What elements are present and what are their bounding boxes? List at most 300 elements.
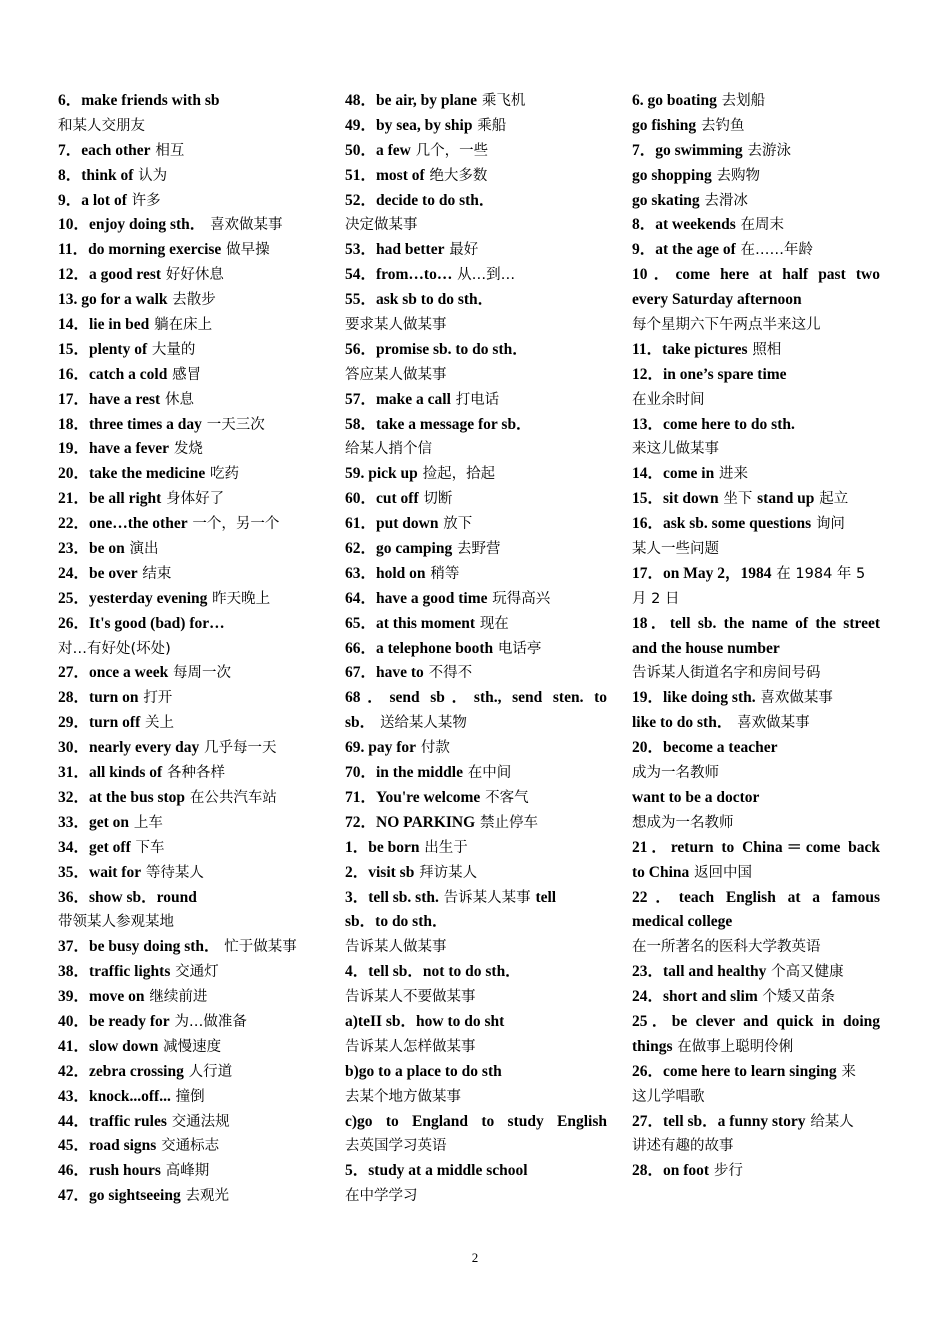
english-phrase: 45．road signs (58, 1137, 157, 1155)
english-phrase: 26．It's good (bad) for… (58, 614, 225, 632)
vocab-line (345, 362, 607, 387)
vocab-line (632, 735, 880, 760)
chinese-meaning: 付款 (420, 740, 450, 757)
chinese-meaning: 身体好了 (166, 491, 225, 508)
vocab-line (632, 909, 880, 934)
english-phrase: 43．knock...off... (58, 1087, 171, 1105)
vocab-line (58, 412, 320, 437)
vocab-line (632, 561, 880, 586)
chinese-meaning: 答应某人做某事 (345, 366, 447, 383)
chinese-meaning: 大量的 (151, 341, 196, 358)
vocab-line (58, 611, 320, 636)
chinese-meaning: 去钓鱼 (700, 117, 745, 134)
english-phrase: 14．lie in bed (58, 316, 150, 334)
chinese-meaning: 拜访某人 (419, 864, 478, 881)
vocab-line (58, 959, 320, 984)
chinese-meaning: 玩得高兴 (492, 590, 551, 607)
vocab-line (345, 212, 607, 237)
english-phrase: 65．at this moment (345, 614, 476, 632)
vocab-line (58, 710, 320, 735)
chinese-meaning: 照相 (752, 341, 782, 358)
english-phrase: 22．teach English at a famous (632, 888, 880, 906)
chinese-meaning: 感冒 (172, 366, 202, 383)
english-phrase: 18．three times a day (58, 415, 202, 433)
vocab-line (58, 436, 320, 461)
vocab-line (345, 1183, 607, 1208)
chinese-meaning: 打电话 (455, 391, 500, 408)
chinese-meaning: 躺在床上 (154, 317, 213, 334)
chinese-meaning: 不客气 (485, 789, 529, 806)
vocab-line (632, 188, 880, 213)
english-phrase: 68．send sb．sth., send sten. to (345, 689, 607, 707)
chinese-meaning: 从…到… (457, 267, 516, 284)
english-phrase: 56．promise sb. to do sth． (345, 340, 528, 358)
english-phrase: stand up (757, 490, 815, 508)
english-phrase: go shopping (632, 166, 712, 184)
vocab-line (345, 611, 607, 636)
english-phrase: 9．at the age of (632, 241, 736, 259)
chinese-meaning: 告诉某人街道名字和房间号码 (632, 665, 821, 682)
chinese-meaning: 结束 (142, 565, 172, 582)
english-phrase: 26．come here to learn singing (632, 1062, 837, 1080)
english-phrase: 32．at the bus stop (58, 788, 186, 806)
chinese-meaning: 想成为一名教师 (632, 814, 734, 831)
vocab-line (345, 685, 607, 710)
chinese-meaning: 许多 (131, 192, 161, 209)
vocab-line (632, 536, 880, 561)
vocab-line (58, 1109, 320, 1134)
chinese-meaning: 为…做准备 (174, 1013, 247, 1030)
vocab-line (632, 860, 880, 885)
vocab-line (58, 312, 320, 337)
vocab-line (58, 88, 320, 113)
vocab-column-1 (58, 88, 320, 1208)
vocab-line (345, 188, 607, 213)
vocab-line (58, 1059, 320, 1084)
chinese-meaning: 这儿学唱歌 (632, 1088, 705, 1105)
chinese-meaning: 去滑冰 (704, 192, 748, 209)
vocab-line (632, 113, 880, 138)
chinese-meaning: 步行 (713, 1163, 743, 1180)
chinese-meaning: 每个星期六下午两点半来这儿 (632, 317, 821, 334)
vocab-line (58, 860, 320, 885)
english-phrase: 58．take a message for sb． (345, 415, 532, 433)
vocab-line (345, 636, 607, 661)
vocab-line (632, 835, 880, 860)
chinese-meaning: 最好 (449, 242, 479, 259)
vocab-line (345, 785, 607, 810)
vocab-line (632, 1009, 880, 1034)
vocab-line (345, 1109, 607, 1134)
vocab-line (58, 461, 320, 486)
english-phrase: sb．to do sth． (345, 913, 448, 931)
chinese-meaning: 交通标志 (161, 1138, 220, 1155)
english-phrase: 19．have a fever (58, 440, 170, 458)
chinese-meaning: 昨天晚上 (212, 590, 271, 607)
english-phrase: a)teII sb．how to do sht (345, 1012, 505, 1030)
chinese-meaning: 捡起，拾起 (422, 466, 496, 483)
chinese-meaning: 在业余时间 (632, 391, 705, 408)
chinese-meaning: 关上 (145, 715, 175, 732)
chinese-meaning: 告诉某人某事 (443, 889, 531, 906)
chinese-meaning: 去散步 (172, 292, 216, 309)
chinese-meaning: 月 2 日 (632, 590, 680, 607)
chinese-meaning: 在公共汽车站 (189, 789, 277, 806)
vocab-line (345, 660, 607, 685)
english-phrase: 54．from…to… (345, 266, 453, 284)
english-phrase: 52．decide to do sth． (345, 191, 495, 209)
english-phrase: 15．sit down (632, 490, 719, 508)
chinese-meaning: 告诉某人怎样做某事 (345, 1038, 476, 1055)
english-phrase: 70．in the middle (345, 764, 463, 782)
vocab-line (345, 760, 607, 785)
chinese-meaning: 要求某人做某事 (345, 317, 447, 334)
english-phrase: 28．on foot (632, 1162, 710, 1180)
english-phrase: things (632, 1037, 673, 1055)
english-phrase: 21．return to China＝come back (632, 838, 880, 856)
vocab-line (345, 1084, 607, 1109)
chinese-meaning: 电话亭 (497, 640, 542, 657)
chinese-meaning: 上车 (133, 814, 163, 831)
vocab-line (632, 685, 880, 710)
chinese-meaning: 去某个地方做某事 (345, 1088, 461, 1105)
english-phrase: 20．take the medicine (58, 465, 206, 483)
vocab-line (345, 436, 607, 461)
english-phrase: 11．do morning exercise (58, 241, 222, 259)
english-phrase: 22．one…the other (58, 515, 188, 533)
vocab-line (58, 735, 320, 760)
english-phrase: 28．turn on (58, 689, 139, 707)
vocab-line (345, 835, 607, 860)
chinese-meaning: 现在 (479, 615, 509, 632)
vocab-line (58, 536, 320, 561)
english-phrase: 37．be busy doing sth． (58, 938, 220, 956)
chinese-meaning: 禁止停车 (479, 814, 538, 831)
chinese-meaning: 告诉某人做某事 (345, 939, 447, 956)
vocab-line (632, 959, 880, 984)
english-phrase: 38．traffic lights (58, 963, 171, 981)
english-phrase: 72．NO PARKING (345, 813, 476, 831)
vocab-line (345, 511, 607, 536)
vocab-line (345, 337, 607, 362)
chinese-meaning: 带领某人参观某地 (58, 914, 174, 931)
chinese-meaning: 认为 (138, 167, 168, 184)
vocab-line (58, 1084, 320, 1109)
vocab-line (632, 163, 880, 188)
english-phrase: 8．think of (58, 166, 134, 184)
chinese-meaning: 放下 (443, 516, 473, 533)
vocab-line (632, 660, 880, 685)
vocab-line (632, 934, 880, 959)
chinese-meaning: 几个，一些 (415, 142, 489, 159)
english-phrase: like to do sth． (632, 714, 733, 732)
chinese-meaning: 几乎每一天 (203, 740, 277, 757)
chinese-meaning: 稍等 (430, 565, 460, 582)
vocab-line (632, 710, 880, 735)
vocab-column-2 (345, 88, 607, 1208)
vocab-line (58, 1183, 320, 1208)
vocab-line (345, 262, 607, 287)
vocab-line (58, 1009, 320, 1034)
english-phrase: 59. pick up (345, 465, 418, 483)
vocab-line (345, 1059, 607, 1084)
chinese-meaning: 乘船 (477, 117, 507, 134)
chinese-meaning: 去游泳 (747, 142, 791, 159)
english-phrase: 47．go sightseeing (58, 1187, 181, 1205)
vocab-line (345, 1158, 607, 1183)
chinese-meaning: 讲述有趣的故事 (632, 1138, 734, 1155)
english-phrase: 35．wait for (58, 863, 142, 881)
chinese-meaning: 去观光 (185, 1188, 229, 1205)
english-phrase: 23．tall and healthy (632, 963, 767, 981)
english-phrase: want to be a doctor (632, 788, 760, 806)
vocab-line (345, 461, 607, 486)
english-phrase: 6. go boating (632, 92, 717, 109)
chinese-meaning: 继续前进 (149, 989, 208, 1006)
chinese-meaning: 成为一名教师 (632, 765, 719, 782)
english-phrase: 63．hold on (345, 564, 426, 582)
vocab-line (58, 337, 320, 362)
english-phrase: 10．come here at half past two (632, 266, 880, 284)
chinese-meaning: 个高又健康 (771, 964, 844, 981)
vocab-line (58, 486, 320, 511)
english-phrase: 60．cut off (345, 490, 419, 508)
vocab-line (58, 934, 320, 959)
chinese-meaning: 给某人 (810, 1113, 854, 1130)
english-phrase: 55．ask sb to do sth． (345, 291, 494, 309)
chinese-meaning: 坐下 (723, 491, 753, 508)
chinese-meaning: 喜欢做某事 (760, 690, 833, 707)
vocab-line (345, 984, 607, 1009)
english-phrase: 24．short and slim (632, 988, 758, 1006)
chinese-meaning: 不得不 (428, 665, 473, 682)
vocab-line (632, 262, 880, 287)
vocab-line (345, 959, 607, 984)
english-phrase: 33．get on (58, 813, 130, 831)
vocab-line (58, 262, 320, 287)
vocab-line (58, 660, 320, 685)
english-phrase: 29．turn off (58, 714, 141, 732)
chinese-meaning: 休息 (164, 391, 194, 408)
chinese-meaning: 一个，另一个 (192, 516, 280, 533)
chinese-meaning: 吃药 (210, 466, 240, 483)
chinese-meaning: 出生于 (424, 839, 468, 856)
vocab-line (58, 785, 320, 810)
vocab-line (632, 312, 880, 337)
english-phrase: and the house number (632, 639, 780, 657)
vocab-line (345, 113, 607, 138)
vocab-line (632, 810, 880, 835)
english-phrase: 13. go for a walk (58, 291, 168, 309)
chinese-meaning: 相互 (155, 142, 185, 159)
vocab-line (632, 237, 880, 262)
english-phrase: 23．be on (58, 540, 125, 558)
english-phrase: 61．put down (345, 515, 439, 533)
vocab-line (632, 287, 880, 312)
english-phrase: 24．be over (58, 564, 138, 582)
chinese-meaning: 去划船 (721, 93, 766, 109)
english-phrase: 34．get off (58, 838, 131, 856)
english-phrase: 8．at weekends (632, 216, 736, 234)
vocab-line (632, 362, 880, 387)
vocab-line (345, 586, 607, 611)
chinese-meaning: 决定做某事 (345, 217, 418, 234)
english-phrase: to China (632, 863, 690, 881)
chinese-meaning: 在做事上聪明伶俐 (677, 1038, 794, 1055)
english-phrase: 17．have a rest (58, 390, 161, 408)
english-phrase: 15．plenty of (58, 340, 148, 358)
english-phrase: 13．come here to do sth. (632, 415, 795, 433)
vocab-line (58, 1158, 320, 1183)
vocab-line (58, 387, 320, 412)
vocab-line (632, 611, 880, 636)
english-phrase: 6．make friends with sb (58, 92, 220, 109)
chinese-meaning: 去野营 (457, 541, 501, 558)
english-phrase: go fishing (632, 116, 697, 134)
vocab-line (58, 1034, 320, 1059)
vocab-line (345, 710, 607, 735)
vocab-line (345, 536, 607, 561)
chinese-meaning: 进来 (719, 466, 749, 483)
chinese-meaning: 来 (841, 1063, 856, 1080)
vocab-line (58, 885, 320, 910)
vocab-line (345, 909, 607, 934)
vocab-line (58, 212, 320, 237)
chinese-meaning: 在……年龄 (740, 242, 814, 259)
chinese-meaning: 起立 (819, 491, 849, 508)
english-phrase: 1．be born (345, 838, 420, 856)
chinese-meaning: 乘飞机 (481, 93, 526, 109)
vocab-line (345, 885, 607, 910)
vocab-line (632, 486, 880, 511)
english-phrase: 16．ask sb. some questions (632, 515, 812, 533)
chinese-meaning: 一天三次 (206, 416, 265, 433)
chinese-meaning: 给某人捎个信 (345, 441, 432, 458)
english-phrase: 46．rush hours (58, 1162, 161, 1180)
vocab-line (58, 685, 320, 710)
chinese-meaning: 在中间 (467, 765, 512, 782)
chinese-meaning: 喜欢做某事 (737, 715, 810, 732)
chinese-meaning: 打开 (143, 690, 173, 707)
vocab-line (345, 1034, 607, 1059)
chinese-meaning: 忙于做某事 (224, 939, 297, 956)
english-phrase: 5．study at a middle school (345, 1162, 528, 1180)
vocab-line (345, 138, 607, 163)
english-phrase: 69. pay for (345, 739, 417, 757)
vocab-line (345, 237, 607, 262)
english-phrase: 7．each other (58, 141, 151, 159)
english-phrase: 14．come in (632, 465, 715, 483)
chinese-meaning: 做早操 (226, 242, 270, 259)
english-phrase: 53．had better (345, 241, 445, 259)
vocab-line (345, 287, 607, 312)
english-phrase: 21．be all right (58, 490, 162, 508)
vocab-line (58, 1133, 320, 1158)
vocab-line (58, 511, 320, 536)
vocab-line (58, 362, 320, 387)
english-phrase: 4．tell sb．not to do sth． (345, 963, 521, 981)
chinese-meaning: 发烧 (173, 441, 203, 458)
english-phrase: 71．You're welcome (345, 788, 481, 806)
chinese-meaning: 交通灯 (175, 964, 219, 981)
english-phrase: 25．be clever and quick in doing (632, 1012, 880, 1030)
vocab-line (632, 1059, 880, 1084)
chinese-meaning: 在一所著名的医科大学教英语 (632, 939, 821, 956)
vocab-line (58, 810, 320, 835)
chinese-meaning: 送给某人某物 (379, 715, 467, 732)
english-phrase: 25．yesterday evening (58, 589, 208, 607)
chinese-meaning: 返回中国 (694, 864, 753, 881)
vocab-line (345, 810, 607, 835)
english-phrase: 10．enjoy doing sth． (58, 216, 206, 234)
chinese-meaning: 去英国学习英语 (345, 1138, 447, 1155)
chinese-meaning: 高峰期 (165, 1163, 210, 1180)
english-phrase: 16．catch a cold (58, 365, 168, 383)
vocab-line (345, 312, 607, 337)
vocab-line (58, 835, 320, 860)
english-phrase: 57．make a call (345, 390, 451, 408)
english-phrase: 67．have to (345, 664, 424, 682)
chinese-meaning: 喜欢做某事 (210, 217, 283, 234)
chinese-meaning: 来这儿做某事 (632, 441, 719, 458)
vocab-line (632, 337, 880, 362)
vocab-line (345, 88, 607, 113)
english-phrase: 42．zebra crossing (58, 1062, 184, 1080)
english-phrase: c)go to England to study English (345, 1112, 607, 1130)
english-phrase: 40．be ready for (58, 1012, 170, 1030)
vocab-line (632, 586, 880, 611)
vocab-line (345, 561, 607, 586)
page-number: 2 (471, 1250, 479, 1265)
vocab-line (58, 138, 320, 163)
english-phrase: b)go to a place to do sth (345, 1062, 502, 1080)
vocab-line (345, 735, 607, 760)
vocab-line (58, 287, 320, 312)
vocab-line (345, 163, 607, 188)
english-phrase: sb． (345, 714, 376, 732)
vocab-line (345, 1009, 607, 1034)
chinese-meaning: 撞倒 (175, 1088, 205, 1105)
vocab-line (632, 1084, 880, 1109)
chinese-meaning: 各种各样 (167, 765, 226, 782)
english-phrase: 17．on May 2，1984 (632, 564, 772, 582)
chinese-meaning: 切断 (423, 491, 453, 508)
vocab-line (632, 511, 880, 536)
vocab-line (632, 436, 880, 461)
english-phrase: 30．nearly every day (58, 739, 200, 757)
chinese-meaning: 人行道 (188, 1063, 233, 1080)
english-phrase: 27．tell sb．a funny story (632, 1112, 806, 1130)
vocab-line (58, 188, 320, 213)
chinese-meaning: 绝大多数 (429, 167, 488, 184)
english-phrase: medical college (632, 913, 733, 931)
english-phrase: 51．most of (345, 166, 425, 184)
vocab-line (632, 636, 880, 661)
chinese-meaning: 告诉某人不要做某事 (345, 989, 476, 1006)
chinese-meaning: 下车 (135, 839, 165, 856)
english-phrase: 66．a telephone booth (345, 639, 494, 657)
vocab-line (345, 412, 607, 437)
english-phrase: tell (535, 888, 557, 906)
vocab-line (345, 934, 607, 959)
vocab-line (632, 387, 880, 412)
vocab-column-3 (632, 88, 880, 1183)
vocab-line (632, 1034, 880, 1059)
english-phrase: every Saturday afternoon (632, 291, 802, 309)
english-phrase: 7．go swimming (632, 141, 743, 159)
vocab-line (58, 163, 320, 188)
english-phrase: 3．tell sb. sth. (345, 888, 439, 906)
